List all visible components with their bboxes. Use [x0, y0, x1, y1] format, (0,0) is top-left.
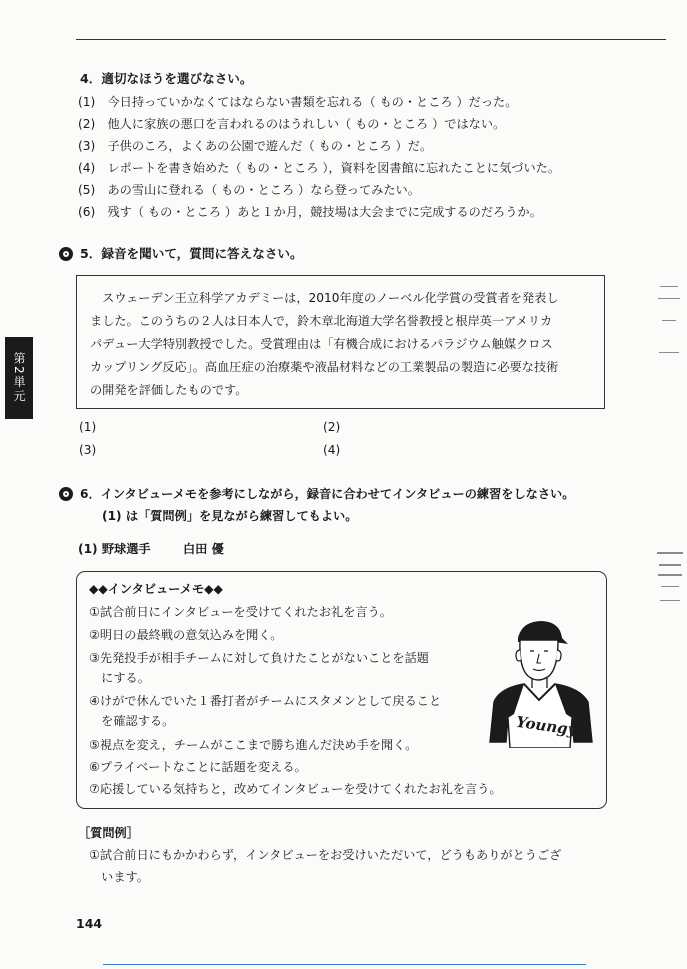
section4-item-5: (5) あの雪山に登れる（ もの・ところ ）なら登ってみたい。: [78, 183, 420, 197]
section4-item-4: (4) レポートを書き始めた（ もの・ところ ），資料を図書館に忘れたことに気づいた。: [78, 161, 561, 175]
answer-label-3: (3): [79, 443, 97, 457]
memo-line-3: ③先発投手が相手チームに対して負けたことがないことを話題: [89, 651, 429, 665]
passage-line-5: の開発を評価したものです。: [90, 383, 248, 397]
passage-line-4: カップリング反応」。高血圧症の治療薬や液晶材料などの工業製品の製造に必要な技術: [90, 360, 559, 374]
section5-heading: 5．録音を聞いて，質問に答えなさい。: [80, 246, 303, 261]
section4-item-6: (6) 残す（ もの・ところ ）あと１か月，競技場は大会までに完成するのだろうか。: [78, 205, 542, 219]
section4-heading: 4．適切なほうを選びなさい。: [80, 71, 253, 86]
jersey-lettering: Youngys: [515, 712, 586, 741]
audio-cd-icon: [59, 247, 73, 261]
passage-line-2: ました。このうちの２人は日本人で，鈴木章北海道大学名誉教授と根岸英一アメリカ: [90, 314, 553, 328]
memo-line-3-cont: にする。: [89, 671, 150, 685]
audio-cd-icon: [59, 487, 73, 501]
passage-line-3: パデュー大学特別教授でした。受賞理由は「有機合成におけるパラジウム触媒クロス: [90, 337, 553, 351]
top-rule: [76, 39, 666, 40]
section6-subheading: (1) は「質問例」を見ながら練習してもよい。: [102, 509, 358, 523]
memo-line-1: ①試合前日にインタビューを受けてくれたお礼を言う。: [89, 605, 392, 619]
passage-line-1: スウェーデン王立科学アカデミーは，2010年度のノーベル化学賞の受賞者を発表し: [90, 291, 559, 305]
memo-line-4-cont: を確認する。: [89, 714, 175, 728]
answer-label-2: (2): [323, 420, 341, 434]
bottom-rule: [103, 964, 586, 965]
memo-line-7: ⑦応援している気持ちと，改めてインタビューを受けてくれたお礼を言う。: [89, 782, 502, 796]
interviewee-label: (1) 野球選手: [78, 542, 151, 556]
answer-label-1: (1): [79, 420, 97, 434]
memo-line-2: ②明日の最終戦の意気込みを聞く。: [89, 628, 283, 642]
memo-line-6: ⑥プライベートなことに話題を変える。: [89, 760, 307, 774]
section6-heading: 6．インタビューメモを参考にしながら，録音に合わせてインタビューの練習をしなさい。: [80, 487, 575, 501]
example-line-1: ①試合前日にもかかわらず，インタビューをお受けいただいて，どうもありがとうござ: [89, 848, 562, 862]
page-number: 144: [76, 916, 103, 931]
answer-label-4: (4): [323, 443, 341, 457]
memo-title: ◆◆インタビューメモ◆◆: [89, 582, 223, 596]
section4-item-1: (1) 今日持っていかなくてはならない書類を忘れる（ もの・ところ ）だった。: [78, 95, 518, 109]
unit-side-tab: 第2単元: [5, 337, 33, 419]
example-heading: ［質問例］: [78, 826, 139, 840]
interviewee-name: 白田 優: [183, 542, 224, 556]
baseball-player-illustration: [486, 618, 596, 748]
example-line-2: います。: [89, 870, 149, 884]
section4-item-3: (3) 子供のころ，よくあの公園で遊んだ（ もの・ところ ）だ。: [78, 139, 433, 153]
memo-line-5: ⑤視点を変え，チームがここまで勝ち進んだ決め手を聞く。: [89, 738, 418, 752]
scan-artifact-marks: [656, 268, 684, 638]
section4-item-2: (2) 他人に家族の悪口を言われるのはうれしい（ もの・ところ ）ではない。: [78, 117, 506, 131]
memo-line-4: ④けがで休んでいた１番打者がチームにスタメンとして戻ること: [89, 694, 442, 708]
